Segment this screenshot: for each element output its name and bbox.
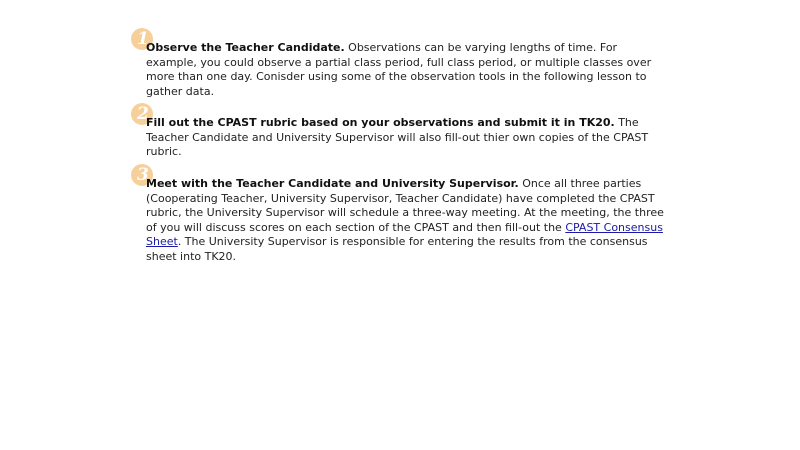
step-text <box>146 28 671 99</box>
step-number: 2 <box>137 104 149 124</box>
cpast-consensus-sheet-link[interactable]: CPAST Consensus Sheet <box>146 220 663 248</box>
step-text <box>146 164 671 264</box>
instruction-steps <box>131 28 671 263</box>
step-body-before-link: Once all three parties (Cooperating Teacher, University Supervisor, Teacher Candidate) have completed the CPAST rubric, the University Supervisor will schedule a three-way meeting. At the meeting, the three of you will discuss scores on each section of the CPAST and then fill-out the <box>146 177 664 234</box>
step-observe <box>131 28 671 103</box>
step-meet <box>131 164 671 263</box>
step-title: Fill out the CPAST rubric based on your observations and submit it in TK20. <box>146 116 615 129</box>
step-body-after-link: . The University Supervisor is responsible for entering the results from the consensus sheet into TK20. <box>146 235 648 263</box>
step-title: Meet with the Teacher Candidate and University Supervisor. <box>146 177 519 190</box>
step-text <box>146 103 671 160</box>
step-body: Observations can be varying lengths of time. For example, you could observe a partial class period, full class period, or multiple classes over more than one day. Conisder using some of the observation tools in the following lesson to gather data. <box>146 41 652 98</box>
step-number: 3 <box>137 165 149 185</box>
step-title: Observe the Teacher Candidate. <box>146 41 345 54</box>
step-body: The Teacher Candidate and University Supervisor will also fill-out thier own copies of the CPAST rubric. <box>146 116 649 158</box>
step-fill-rubric <box>131 103 671 164</box>
step-number: 1 <box>137 29 149 49</box>
